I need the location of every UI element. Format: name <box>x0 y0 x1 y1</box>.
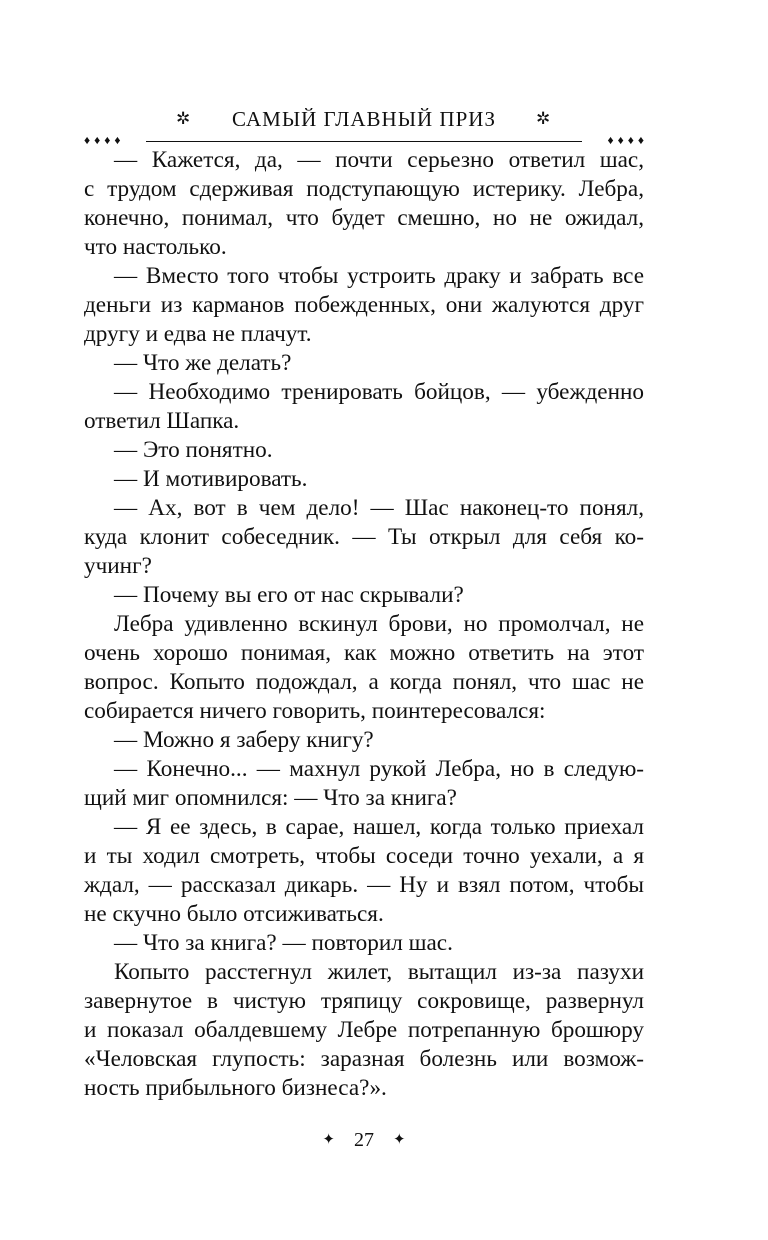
footer-ornament-right-icon: ✦ <box>393 1132 406 1148</box>
text-line: конечно, понимал, что будет смешно, но не ожидал, <box>84 205 644 231</box>
text-line: Копыто расстегнул жилет, вытащил из-за пазухи <box>114 959 644 985</box>
text-line: с трудом сдерживая подступающую истерику. Лебра, <box>84 176 644 202</box>
text-line: — Кажется, да, — почти серьезно ответил шас, <box>114 147 644 173</box>
rule-dots-left-icon: ♦♦♦♦ <box>84 133 125 147</box>
text-line: очень хорошо понимая, как можно ответить на этот <box>84 640 644 666</box>
paragraph <box>84 436 644 465</box>
text-line: вопрос. Копыто подождал, а когда понял, что шас не <box>84 669 644 695</box>
text-line: собирается ничего говорить, поинтересовался: <box>84 698 546 724</box>
paragraph <box>84 755 644 813</box>
text-line: — Ах, вот в чем дело! — Шас наконец-то понял, <box>114 495 644 521</box>
text-line: и ты ходил смотреть, чтобы соседи точно уехали, а я <box>84 843 644 869</box>
paragraph <box>84 262 644 349</box>
page-number: 27 <box>354 1129 374 1151</box>
text-line: Лебра удивленно вскинул брови, но промолчал, не <box>114 611 644 637</box>
text-line: и показал обалдевшему Лебре потрепанную брошюру <box>84 1017 644 1043</box>
running-title: САМЫЙ ГЛАВНЫЙ ПРИЗ <box>232 107 496 131</box>
text-line: — Это понятно. <box>114 437 273 463</box>
paragraph <box>84 581 644 610</box>
text-line: ответил Шапка. <box>84 408 240 434</box>
header-rule <box>84 133 648 147</box>
paragraph <box>84 494 644 581</box>
text-line: «Человская глупость: заразная болезнь или возмож- <box>84 1046 644 1072</box>
text-line: щий миг опомнился: — Что за книга? <box>84 785 457 811</box>
paragraph <box>84 958 644 1103</box>
header-ornament-left-icon: ✲ <box>176 109 191 128</box>
body-text <box>84 146 644 1103</box>
paragraph <box>84 349 644 378</box>
header-ornament-right-icon: ✲ <box>536 109 551 128</box>
text-line: — Вместо того чтобы устроить драку и забрать все <box>114 263 644 289</box>
paragraph <box>84 146 644 262</box>
text-line: что настолько. <box>84 234 227 260</box>
text-line: — Почему вы его от нас скрывали? <box>114 582 464 608</box>
text-line: — Что же делать? <box>114 350 292 376</box>
paragraph <box>84 378 644 436</box>
running-header <box>84 104 644 134</box>
text-line: другу и едва не плачут. <box>84 321 312 347</box>
text-line: завернутое в чистую тряпицу сокровище, развернул <box>84 988 644 1014</box>
text-line: ность прибыльного бизнеса?». <box>84 1075 387 1101</box>
text-line: — Конечно... — махнул рукой Лебра, но в следую- <box>114 756 644 782</box>
text-line: — И мотивировать. <box>114 466 308 492</box>
text-line: куда клонит собеседник. — Ты открыл для себя ко- <box>84 524 644 550</box>
text-line: — Необходимо тренировать бойцов, — убежденно <box>114 379 644 405</box>
text-line: не скучно было отсиживаться. <box>84 901 384 927</box>
paragraph <box>84 726 644 755</box>
footer-ornament-left-icon: ✦ <box>322 1132 335 1148</box>
paragraph <box>84 929 644 958</box>
rule-line <box>146 141 582 142</box>
text-line: учинг? <box>84 553 152 579</box>
paragraph <box>84 813 644 929</box>
text-line: ждал, — рассказал дикарь. — Ну и взял потом, чтобы <box>84 872 644 898</box>
text-line: — Можно я заберу книгу? <box>114 727 374 753</box>
rule-dots-right-icon: ♦♦♦♦ <box>607 133 648 147</box>
text-line: деньги из карманов побежденных, они жалуются друг <box>84 292 644 318</box>
text-line: — Я ее здесь, в сарае, нашел, когда только приехал <box>114 814 644 840</box>
paragraph <box>84 610 644 726</box>
page-footer <box>84 1126 644 1154</box>
text-line: — Что за книга? — повторил шас. <box>114 930 453 956</box>
paragraph <box>84 465 644 494</box>
